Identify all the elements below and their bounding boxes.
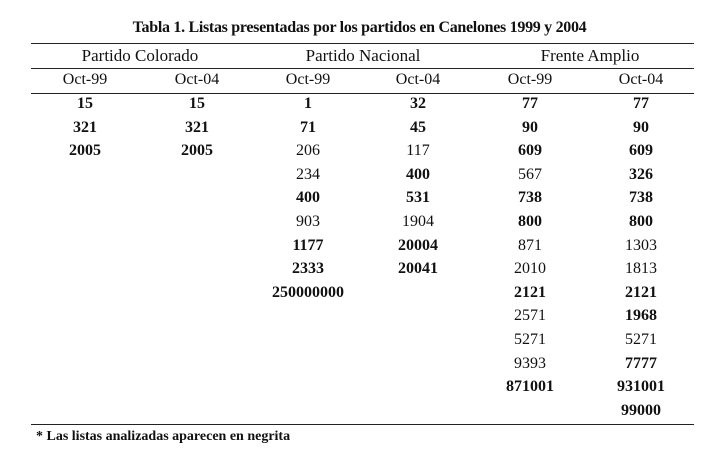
table-cell: 15 (77, 95, 93, 112)
date-header: Oct-04 (618, 71, 664, 88)
table-cell: 326 (629, 165, 653, 183)
table-cell: 2121 (514, 283, 546, 301)
table-cell: 5271 (514, 331, 546, 348)
table-cell: 321 (185, 118, 209, 136)
table-cell: 45 (410, 118, 426, 136)
table-cell: 20004 (398, 236, 438, 254)
header-rule (31, 93, 694, 94)
table-cell: 71 (300, 118, 316, 136)
date-header: Oct-99 (507, 71, 553, 88)
table-cell: 234 (296, 165, 320, 183)
table-cell: 931001 (617, 378, 665, 396)
party-colorado: Partido Colorado (81, 46, 199, 65)
bottom-rule (31, 424, 694, 425)
table-cell: 9393 (514, 354, 546, 372)
top-rule (31, 43, 694, 44)
table-cell: 531 (406, 189, 430, 207)
table-cell: 20041 (398, 260, 438, 278)
table-cell: 400 (406, 165, 430, 183)
table-cell: 609 (518, 142, 542, 160)
party-rule (31, 68, 694, 69)
table-title: Tabla 1. Listas presentadas por los partidos en Canelones 1999 y 2004 (132, 19, 587, 36)
table-cell: 738 (518, 189, 542, 207)
table-cell: 32 (410, 95, 426, 112)
table-cell: 1904 (402, 213, 434, 230)
table-cell: 77 (522, 95, 538, 112)
table-cell: 738 (629, 189, 653, 207)
table-cell: 7777 (625, 354, 657, 372)
table-cell: 1 (304, 95, 312, 112)
table-cell: 800 (518, 213, 542, 230)
table-cell: 250000000 (272, 283, 344, 301)
table-cell: 321 (73, 118, 97, 136)
date-header: Oct-99 (285, 71, 331, 88)
table-cell: 90 (522, 118, 538, 136)
table-cell: 609 (629, 142, 653, 160)
table-cell: 77 (633, 95, 649, 112)
table-cell: 90 (633, 118, 649, 136)
footnote: * Las listas analizadas aparecen en negrita (36, 429, 291, 444)
table-cell: 5271 (625, 331, 657, 348)
table-cell: 1303 (625, 236, 657, 254)
party-frente-amplio: Frente Amplio (540, 46, 640, 65)
table-cell: 2333 (292, 260, 324, 278)
table-cell: 903 (296, 213, 320, 230)
table-cell: 567 (518, 165, 542, 183)
date-header: Oct-04 (174, 71, 220, 88)
date-header: Oct-99 (62, 71, 108, 88)
table-cell: 206 (296, 142, 320, 160)
table-cell: 2571 (514, 307, 546, 325)
table-cell: 871001 (506, 378, 554, 396)
table-cell: 15 (189, 95, 205, 112)
table-cell: 2005 (181, 142, 213, 160)
table-cell: 99000 (621, 401, 661, 419)
table-cell: 117 (406, 142, 430, 160)
table-cell: 400 (296, 189, 320, 207)
table-cell: 1968 (625, 307, 657, 325)
table-cell: 1813 (625, 260, 657, 278)
party-nacional: Partido Nacional (305, 46, 421, 65)
table-cell: 1177 (292, 236, 324, 254)
table-cell: 800 (629, 213, 653, 230)
date-header: Oct-04 (395, 71, 441, 88)
table-cell: 2005 (69, 142, 101, 160)
table-cell: 871 (518, 236, 542, 254)
table-cell: 2121 (625, 283, 657, 301)
table-cell: 2010 (514, 260, 546, 278)
